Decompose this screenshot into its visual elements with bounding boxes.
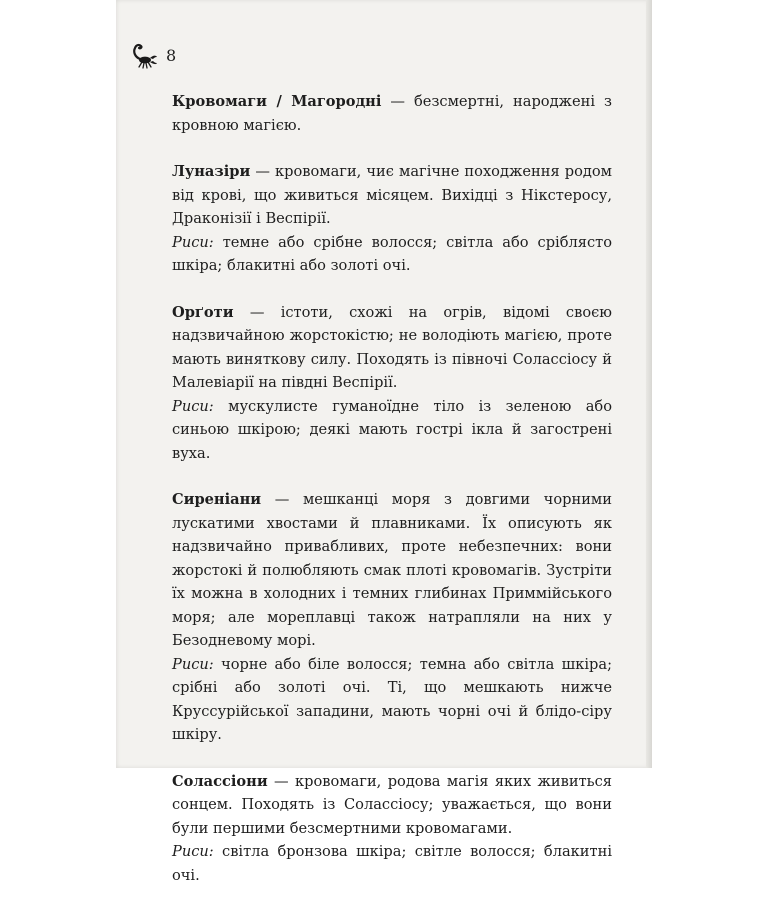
glossary-entry	[172, 160, 612, 278]
glossary-entry	[172, 488, 612, 747]
entry-description: — безсмертні, народжені з кровною магією.	[172, 93, 612, 134]
traits-label: Риси:	[172, 233, 214, 251]
traits-text: темне або срібне волосся; світла або сріблясто шкіра; блакитні або золоті очі.	[172, 233, 612, 274]
entry-term: Орґоти	[172, 303, 234, 321]
entry-paragraph	[172, 770, 612, 841]
entry-description: — мешканці моря з довгими чорними лускатими хвостами й плавниками. Їх описують як надзвичайно привабливих, проте небезпечних: вони жорстокі й полюбляють смак плоті кровомагів. Зустріти їх можна в холодних і темних глибинах Приммійського моря; але мореплавці також натрапляли на них у Безодневому морі.	[172, 491, 612, 649]
entry-paragraph	[172, 90, 612, 137]
page-number: 8	[166, 46, 177, 65]
entry-description: — істоти, схожі на огрів, відомі своєю надзвичайною жорстокістю; не володіють магією, проте мають виняткову силу. Походять із півночі Солассіосу й Малевіарії на півдні Веспірії.	[172, 303, 612, 391]
traits-label: Риси:	[172, 397, 214, 415]
entry-term: Солассіони	[172, 772, 268, 790]
entry-description: — кровомаги, родова магія яких живиться сонцем. Походять із Солассіосу; уважається, що вони були першими безсмертними кровомагами.	[172, 772, 612, 837]
entry-term: Кровомаги / Магородні	[172, 93, 382, 110]
book-page	[116, 0, 652, 884]
traits-text: чорне або біле волосся; темна або світла шкіра; срібні або золоті очі. Ті, що мешкають нижче Круссурійської западини, мають чорні очі й блідо-сіру шкіру.	[172, 655, 612, 743]
entry-traits	[172, 231, 612, 278]
page-edge-shadow	[646, 0, 652, 768]
glossary-entry	[172, 90, 612, 137]
glossary-entry	[172, 301, 612, 466]
traits-label: Риси:	[172, 843, 214, 860]
page-header	[130, 42, 176, 70]
entry-paragraph	[172, 301, 612, 395]
entry-traits	[172, 653, 612, 747]
entry-traits	[172, 395, 612, 466]
scorpion-icon	[130, 42, 160, 70]
traits-label: Риси:	[172, 655, 214, 673]
traits-text: мускулисте гуманоїдне тіло із зеленою або синьою шкірою; деякі мають гострі ікла й загострені вуха.	[172, 397, 612, 462]
entry-term: Луназіри	[172, 163, 251, 180]
entry-paragraph	[172, 160, 612, 231]
entry-description: — кровомаги, чиє магічне походження родом від крові, що живиться місяцем. Вихідці з Нікстеросу, Драконізії і Веспірії.	[172, 163, 612, 227]
glossary-entry	[172, 770, 612, 888]
entry-traits	[172, 840, 612, 887]
traits-text: світла бронзова шкіра; світле волосся; блакитні очі.	[172, 843, 612, 884]
glossary-content	[172, 90, 612, 910]
entry-paragraph	[172, 488, 612, 653]
entry-term: Сиреніани	[172, 491, 262, 508]
